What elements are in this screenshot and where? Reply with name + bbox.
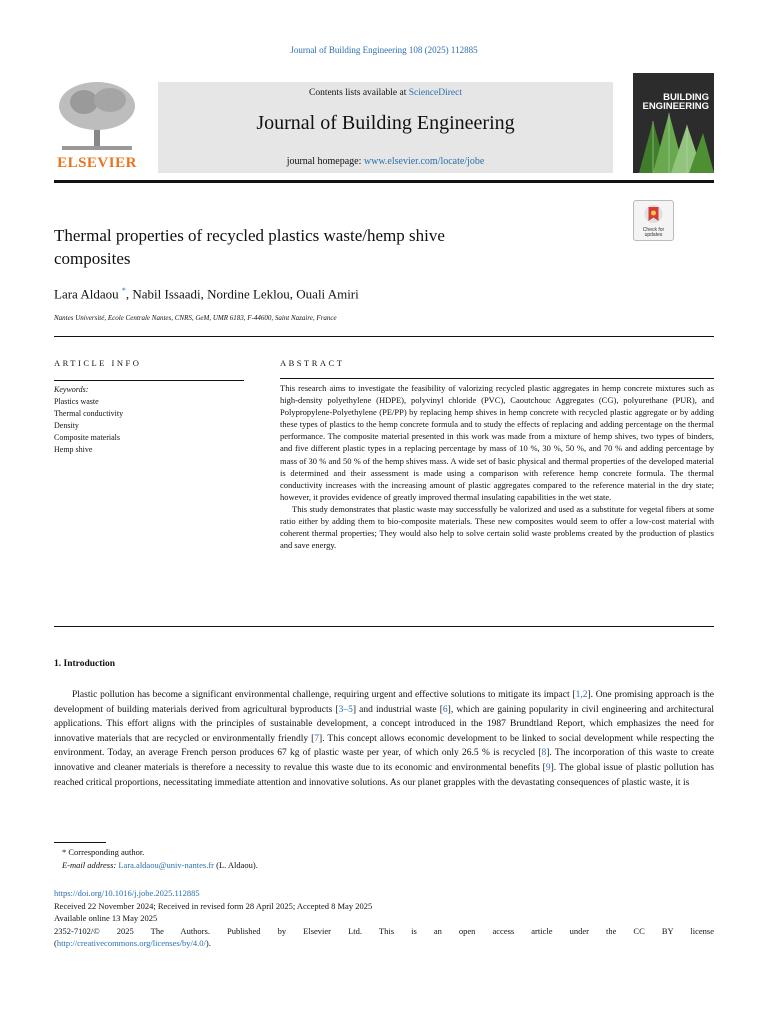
- journal-title: Journal of Building Engineering: [256, 112, 515, 134]
- corresponding-note: [54, 846, 258, 859]
- sciencedirect-link[interactable]: ScienceDirect: [408, 88, 462, 98]
- citation-link[interactable]: 7: [314, 733, 320, 744]
- author-name[interactable]: Nabil Issaadi: [132, 286, 201, 302]
- article-info-rule: [54, 380, 244, 381]
- intro-text: ]. The global issue of plastic pollution has reached critical proportions, necessitating immediate attention and innovative solutions. As our planet grapples with the devastating consequences of plastic waste, it is: [54, 762, 714, 788]
- check-label: Check for updates: [642, 227, 665, 238]
- cover-graphic: [633, 73, 714, 173]
- journal-banner: [158, 82, 613, 173]
- homepage-prefix: journal homepage:: [286, 156, 364, 167]
- abstract-heading: ABSTRACT: [280, 358, 345, 368]
- footnote: [54, 846, 258, 872]
- citation-link[interactable]: 6: [442, 704, 448, 715]
- contents-prefix: Contents lists available at: [308, 88, 409, 98]
- article-history: Received 22 November 2024; Received in revised form 28 April 2025; Accepted 8 May 2025: [54, 900, 373, 911]
- keywords-block: [54, 384, 244, 456]
- keyword: Thermal conductivity: [54, 409, 124, 418]
- affiliation: Nantes Université, Ecole Centrale Nantes, CNRS, GeM, UMR 6183, F-44600, Saint Nazaire, France: [54, 314, 337, 322]
- author-name[interactable]: Nordine Leklou: [207, 286, 290, 302]
- section-rule: [54, 336, 714, 337]
- introduction-paragraph: [54, 688, 714, 790]
- email-line: [54, 859, 258, 872]
- intro-text: ] and industrial waste [: [352, 704, 443, 715]
- license-open: (: [54, 938, 57, 948]
- contents-line: [158, 88, 613, 98]
- corresponding-text: Corresponding author.: [68, 847, 145, 857]
- citation-link[interactable]: 9: [545, 762, 551, 773]
- email-link[interactable]: Lara.aldaou@univ-nantes.fr: [118, 860, 214, 870]
- header-rule: [54, 180, 714, 183]
- keyword: Plastics waste: [54, 397, 99, 406]
- keyword: Density: [54, 421, 79, 430]
- abstract-bottom-rule: [54, 626, 714, 627]
- corresponding-mark[interactable]: *: [121, 286, 126, 295]
- abstract-text: [280, 382, 714, 551]
- article-metadata: [54, 887, 714, 950]
- abstract-paragraph: This study demonstrates that plastic waste may successfully be valorized and used as a substitute for vegetal fibers at some ratio either by adding them to bio-composite materials. These new composites would seem to offer a low-cost material with coherent thermal properties; They would also help to solve certain solid waste problems created by the production of plastics and save energy.: [280, 503, 714, 551]
- intro-text: ]. One promising approach is the development of building materials derived from agricultural byproducts [: [54, 690, 715, 715]
- license-line: [54, 937, 714, 950]
- footnote-mark: *: [62, 847, 67, 857]
- article-title: Thermal properties of recycled plastics waste/hemp shive composites: [54, 226, 445, 268]
- footnote-rule: [54, 842, 106, 843]
- homepage-link[interactable]: www.elsevier.com/locate/jobe: [363, 156, 485, 167]
- email-suffix: (L. Aldaou).: [216, 860, 258, 870]
- citation-link[interactable]: 3–5: [338, 704, 353, 715]
- author-name[interactable]: Ouali Amiri: [296, 286, 359, 302]
- license-link[interactable]: http://creativecommons.org/licenses/by/4.0/: [56, 938, 206, 948]
- citation-link[interactable]: 1,2: [575, 690, 588, 700]
- keyword: Composite materials: [54, 433, 120, 442]
- intro-text: Plastic pollution has become a significant environmental challenge, requiring urgent and effective solutions to mitigate its impact [: [72, 690, 576, 700]
- license-text: 2352-7102/© 2025 The Authors. Published by Elsevier Ltd. This is an open access article under the CC BY license: [54, 925, 714, 936]
- email-label: E-mail address:: [62, 860, 117, 870]
- journal-cover-thumbnail[interactable]: [633, 73, 714, 173]
- section-heading-introduction: 1. Introduction: [54, 659, 116, 669]
- article-info-heading: ARTICLE INFO: [54, 358, 142, 368]
- license-close: ).: [205, 938, 211, 948]
- journal-citation[interactable]: Journal of Building Engineering 108 (2025) 112885: [290, 45, 478, 55]
- abstract-paragraph: This research aims to investigate the feasibility of valorizing recycled plastic aggregates in hemp concrete mixtures such as high-density polyethylene (HDPE), polyvinyl chloride (PVC), Caoutchouc Aggregates (CG), polyurethane (PUR), and Polypropylene-Polyethylene (PE/PP) by replacing hemp shives in hemp concrete with recycled plastic aggregate or by adding these types of plastics to the hemp concrete formula and to study the effects of replacing and adding percentage on the thermal performance. The composite material presented in this work was made from a mixture of hemp shives, two types of binders, and five different plastic types in a replacing percentage by mass of 10 %, 30 %, 50 %, and 70 % and adding percentage by mass of 30 % and 50 % of the hemp shives mass. A wide set of basic physical and thermal properties of the developed material is determined and their assessment is made using a comparison with reference hemp concrete formula. The thermal conductivity increases with the increasing amount of plastic aggregates compared to the reference material in the dry state; however, it provides evidence of greatly improved thermal insulating capabilities in the wet state.: [280, 383, 714, 502]
- bookmark-icon: [634, 201, 673, 227]
- citation-link[interactable]: 8: [541, 748, 547, 759]
- intro-text: ], which are gaining popularity in civil engineering and architectural applications. This effort aligns with the principles of sustainable development, a concept introduced in the 1987 Brundtland Report, which emphasizes the need for innovative materials that are recycled or environmentally friendly [: [54, 704, 714, 744]
- author-list: Lara Aldaou *, Nabil Issaadi, Nordine Leklou, Ouali Amiri: [54, 286, 359, 302]
- author-name[interactable]: Lara Aldaou: [54, 286, 119, 302]
- doi-link[interactable]: https://doi.org/10.1016/j.jobe.2025.112885: [54, 888, 200, 898]
- check-for-updates-button[interactable]: [633, 200, 674, 241]
- publisher-name: ELSEVIER: [57, 155, 137, 171]
- homepage-line: [158, 156, 613, 167]
- cover-title: BUILDING ENGINEERING: [642, 92, 709, 112]
- available-online: Available online 13 May 2025: [54, 913, 158, 923]
- keywords-label: Keywords:: [54, 385, 89, 394]
- intro-text: ]. The incorporation of this waste to create innovative and cleaner materials is therefore a necessity to revalue this waste due to its economic and environmental benefits [: [54, 748, 714, 773]
- intro-text: ]. This concept allows economic development to be linked to social development while respecting the environment. Today, an average French person produces 67 kg of plastic waste per year, of which only 26.5 % is recycled [: [54, 733, 714, 759]
- abstract-rule: [280, 378, 714, 379]
- keyword: Hemp shive: [54, 445, 93, 454]
